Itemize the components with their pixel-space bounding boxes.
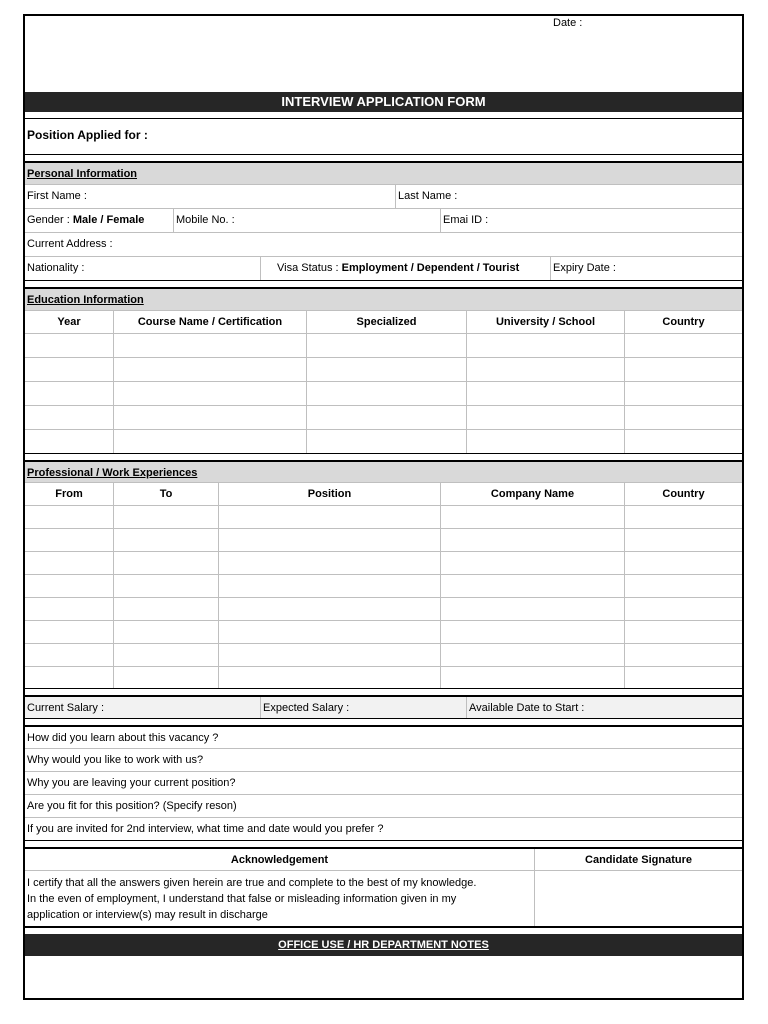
table-cell[interactable] — [441, 506, 625, 528]
experience-row[interactable] — [25, 621, 742, 644]
table-cell[interactable] — [25, 575, 114, 597]
table-cell[interactable] — [441, 575, 625, 597]
table-cell[interactable] — [25, 644, 114, 666]
last-name-label: Last Name : — [398, 190, 458, 202]
salary-row — [25, 695, 742, 719]
application-form — [23, 14, 744, 1000]
gender-field[interactable] — [25, 209, 174, 232]
table-cell[interactable] — [114, 575, 219, 597]
contact-row — [25, 209, 742, 233]
table-cell[interactable] — [114, 667, 219, 688]
table-cell[interactable] — [114, 358, 307, 381]
experience-row[interactable] — [25, 598, 742, 621]
table-cell[interactable] — [25, 552, 114, 574]
table-cell[interactable] — [467, 334, 625, 357]
table-cell[interactable] — [114, 621, 219, 643]
table-cell[interactable] — [25, 529, 114, 551]
table-cell[interactable] — [25, 358, 114, 381]
table-cell[interactable] — [114, 406, 307, 429]
email-label: Emai ID : — [443, 214, 489, 226]
question-leaving-reason: Why you are leaving your current position? — [27, 777, 236, 789]
experience-row[interactable] — [25, 552, 742, 575]
question-row[interactable] — [25, 818, 742, 841]
table-cell[interactable] — [307, 430, 467, 453]
form-title: INTERVIEW APPLICATION FORM — [25, 92, 742, 112]
office-use-header: OFFICE USE / HR DEPARTMENT NOTES — [25, 934, 742, 956]
table-cell[interactable] — [625, 575, 742, 597]
education-row[interactable] — [25, 358, 742, 382]
expected-salary-label: Expected Salary : — [263, 702, 350, 714]
last-name-field[interactable] — [396, 185, 742, 208]
education-row[interactable] — [25, 382, 742, 406]
education-col-course: Course Name / Certification — [114, 311, 307, 333]
table-cell[interactable] — [307, 382, 467, 405]
gender-options: Male / Female — [72, 214, 145, 226]
visa-label: Visa Status : — [277, 262, 339, 274]
education-col-country: Country — [662, 316, 705, 328]
table-cell[interactable] — [219, 598, 441, 620]
table-cell[interactable] — [307, 406, 467, 429]
table-cell[interactable] — [441, 598, 625, 620]
name-row — [25, 185, 742, 209]
acknowledgement-line: application or interview(s) may result in discharge — [27, 909, 268, 921]
personal-section-header: Personal Information — [25, 161, 742, 185]
table-cell[interactable] — [625, 334, 742, 357]
candidate-signature-box[interactable] — [535, 871, 742, 926]
table-cell[interactable] — [219, 506, 441, 528]
experience-row[interactable] — [25, 667, 742, 689]
table-cell[interactable] — [625, 382, 742, 405]
office-notes-area[interactable] — [25, 956, 742, 998]
table-cell[interactable] — [625, 667, 742, 688]
table-cell[interactable] — [625, 644, 742, 666]
table-cell[interactable] — [114, 430, 307, 453]
education-row[interactable] — [25, 334, 742, 358]
current-salary-label: Current Salary : — [27, 702, 105, 714]
table-cell[interactable] — [307, 358, 467, 381]
experience-row[interactable] — [25, 506, 742, 529]
nationality-row — [25, 257, 742, 281]
table-cell[interactable] — [114, 382, 307, 405]
table-cell[interactable] — [25, 621, 114, 643]
table-cell[interactable] — [25, 382, 114, 405]
question-fit-for-position: Are you fit for this position? (Specify reson) — [27, 800, 237, 812]
address-field[interactable] — [25, 233, 742, 256]
experience-header-row — [25, 483, 742, 506]
table-cell[interactable] — [219, 644, 441, 666]
table-cell[interactable] — [625, 621, 742, 643]
experience-col-company: Company Name — [441, 483, 625, 505]
experience-section-header: Professional / Work Experiences — [25, 460, 742, 483]
education-header-row — [25, 311, 742, 334]
table-cell[interactable] — [25, 667, 114, 688]
available-date-field[interactable] — [467, 697, 742, 718]
education-section-header: Education Information — [25, 287, 742, 311]
question-row[interactable] — [25, 795, 742, 818]
expiry-field[interactable] — [551, 257, 742, 280]
visa-field[interactable] — [261, 257, 551, 280]
mobile-label: Mobile No. : — [176, 214, 235, 226]
education-col-university: University / School — [467, 311, 625, 333]
gender-label: Gender : — [27, 214, 70, 226]
question-vacancy-source: How did you learn about this vacancy ? — [27, 732, 219, 744]
table-cell[interactable] — [467, 430, 625, 453]
nationality-field[interactable] — [25, 257, 261, 280]
date-label: Date : — [553, 17, 583, 29]
question-second-interview: If you are invited for 2nd interview, what time and date would you prefer ? — [27, 823, 384, 835]
position-applied-label: Position Applied for : — [27, 128, 148, 142]
first-name-field[interactable] — [25, 185, 396, 208]
acknowledgement-body-row — [25, 871, 742, 928]
table-cell[interactable] — [114, 529, 219, 551]
table-cell[interactable] — [114, 552, 219, 574]
experience-row[interactable] — [25, 575, 742, 598]
experience-col-country: Country — [662, 488, 705, 500]
candidate-signature-title: Candidate Signature — [585, 854, 692, 866]
table-cell[interactable] — [219, 575, 441, 597]
expected-salary-field[interactable] — [261, 697, 467, 718]
table-cell[interactable] — [219, 621, 441, 643]
acknowledgement-title: Acknowledgement — [25, 849, 535, 870]
experience-col-position: Position — [219, 483, 441, 505]
table-cell[interactable] — [625, 430, 742, 453]
table-cell[interactable] — [625, 552, 742, 574]
email-field[interactable] — [441, 209, 742, 232]
table-cell[interactable] — [114, 598, 219, 620]
question-row[interactable] — [25, 725, 742, 749]
table-cell[interactable] — [625, 598, 742, 620]
nationality-label: Nationality : — [27, 262, 85, 274]
table-cell[interactable] — [467, 406, 625, 429]
education-row[interactable] — [25, 430, 742, 454]
table-cell[interactable] — [25, 406, 114, 429]
acknowledgement-line: I certify that all the answers given herein are true and complete to the best of my knowledge. — [27, 877, 477, 889]
visa-options: Employment / Dependent / Tourist — [341, 262, 520, 274]
table-cell[interactable] — [441, 529, 625, 551]
table-cell[interactable] — [307, 334, 467, 357]
experience-row[interactable] — [25, 644, 742, 667]
expiry-label: Expiry Date : — [553, 262, 616, 274]
education-row[interactable] — [25, 406, 742, 430]
table-cell[interactable] — [441, 644, 625, 666]
table-cell[interactable] — [219, 552, 441, 574]
table-cell[interactable] — [625, 506, 742, 528]
table-cell[interactable] — [25, 430, 114, 453]
address-row — [25, 233, 742, 257]
table-cell[interactable] — [441, 667, 625, 688]
position-applied-row[interactable] — [25, 118, 742, 155]
experience-row[interactable] — [25, 529, 742, 552]
table-cell[interactable] — [441, 621, 625, 643]
education-col-year: Year — [25, 311, 114, 333]
mobile-field[interactable] — [174, 209, 441, 232]
education-col-specialized: Specialized — [307, 311, 467, 333]
table-cell[interactable] — [114, 644, 219, 666]
table-cell[interactable] — [441, 552, 625, 574]
question-row[interactable] — [25, 749, 742, 772]
table-cell[interactable] — [25, 598, 114, 620]
current-salary-field[interactable] — [25, 697, 261, 718]
table-cell[interactable] — [25, 506, 114, 528]
table-cell[interactable] — [219, 529, 441, 551]
question-why-work-with-us: Why would you like to work with us? — [27, 754, 204, 766]
table-cell[interactable] — [625, 406, 742, 429]
table-cell[interactable] — [219, 667, 441, 688]
table-cell[interactable] — [114, 506, 219, 528]
experience-col-from: From — [25, 483, 114, 505]
address-label: Current Address : — [27, 238, 113, 250]
first-name-label: First Name : — [27, 190, 87, 202]
table-cell[interactable] — [25, 334, 114, 357]
available-date-label: Available Date to Start : — [469, 702, 585, 714]
table-cell[interactable] — [467, 358, 625, 381]
table-cell[interactable] — [625, 358, 742, 381]
table-cell[interactable] — [625, 529, 742, 551]
acknowledgement-line: In the even of employment, I understand that false or misleading information given in my — [27, 893, 457, 905]
experience-col-to: To — [114, 483, 219, 505]
table-cell[interactable] — [114, 334, 307, 357]
question-row[interactable] — [25, 772, 742, 795]
acknowledgement-header-row — [25, 847, 742, 871]
table-cell[interactable] — [467, 382, 625, 405]
acknowledgement-text — [25, 871, 535, 926]
